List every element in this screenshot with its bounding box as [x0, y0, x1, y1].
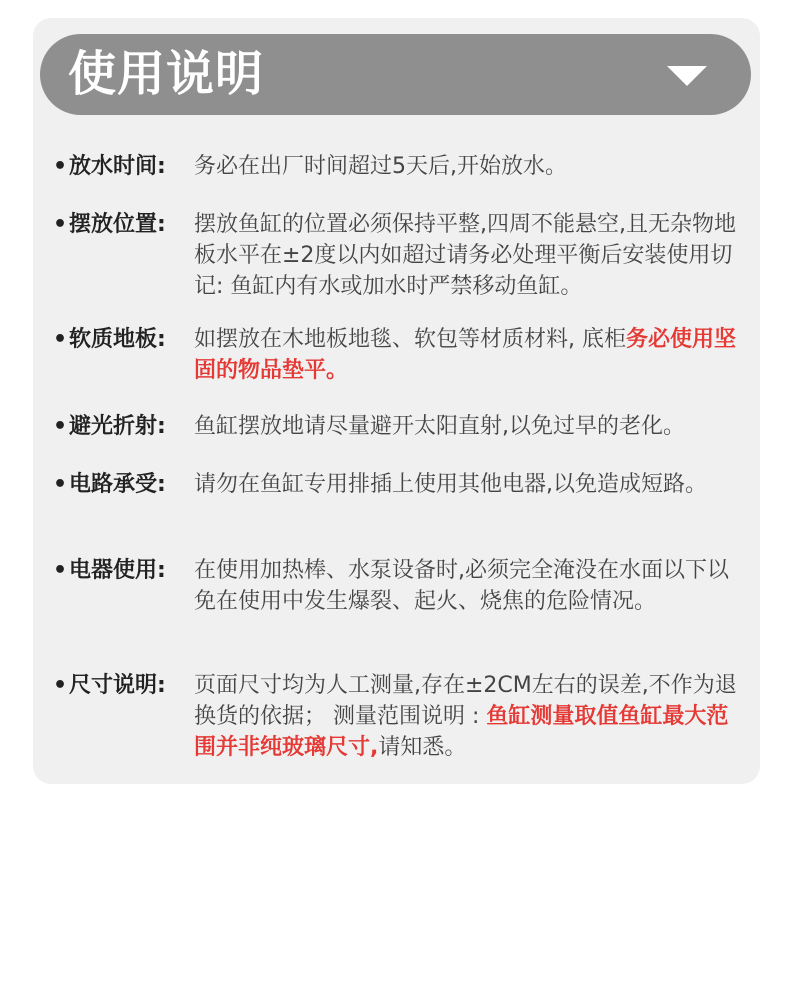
bullet: •	[53, 212, 68, 237]
instruction-text-segment: 页面尺寸均为人工测量,存在±2CM左右的误差,不作为退换货的依据； 测量范围说明 :	[194, 673, 737, 729]
page-title: 使用说明	[68, 46, 265, 102]
instruction-text-segment: 在使用加热棒、水泵设备时,必须完全淹没在水面以下以免在使用中发生爆裂、起火、烧焦的危险情况。	[194, 558, 729, 614]
instruction-label: 摆放位置:	[69, 212, 166, 237]
warning-highlight-text: 鱼缸测量取值鱼缸最大范围并非纯玻璃尺寸,	[194, 704, 729, 760]
instruction-text	[194, 324, 744, 386]
instruction-text	[194, 411, 744, 442]
chevron-down-icon[interactable]	[667, 66, 707, 86]
instruction-label: 尺寸说明:	[69, 673, 166, 698]
instruction-label: 避光折射:	[69, 414, 166, 439]
instruction-text-segment: 摆放鱼缸的位置必须保持平整,四周不能悬空,且无杂物地板水平在±2度以内如超过请务必处理平衡后安装使用切记: 鱼缸内有水或加水时严禁移动鱼缸。	[194, 212, 736, 299]
instruction-text	[194, 151, 744, 182]
instruction-text-segment: 鱼缸摆放地请尽量避开太阳直射,以免过早的老化。	[194, 414, 685, 439]
instruction-label: 电器使用:	[69, 558, 166, 583]
bullet: •	[53, 472, 68, 497]
instruction-text-segment: 请知悉。	[378, 735, 467, 760]
instruction-text-segment: 如摆放在木地板地毯、软包等材质材料, 底柜	[194, 327, 626, 352]
bullet: •	[53, 558, 68, 583]
instruction-label: 电路承受:	[69, 472, 166, 497]
warning-highlight-text: 务必使用坚固的物品垫平。	[194, 327, 737, 383]
instruction-text-segment: 务必在出厂时间超过5天后,开始放水。	[194, 154, 567, 179]
bullet: •	[53, 327, 68, 352]
instruction-label: 软质地板:	[69, 327, 166, 352]
instruction-text	[194, 469, 744, 500]
bullet: •	[53, 414, 68, 439]
instruction-text	[194, 555, 744, 617]
instruction-label: 放水时间:	[69, 154, 166, 179]
bullet: •	[53, 673, 68, 698]
bullet: •	[53, 154, 68, 179]
instruction-text-segment: 请勿在鱼缸专用排插上使用其他电器,以免造成短路。	[194, 472, 707, 497]
instructions-header[interactable]	[40, 34, 751, 115]
instruction-text	[194, 209, 744, 302]
instructions-card	[33, 18, 760, 784]
instruction-text	[194, 670, 744, 763]
